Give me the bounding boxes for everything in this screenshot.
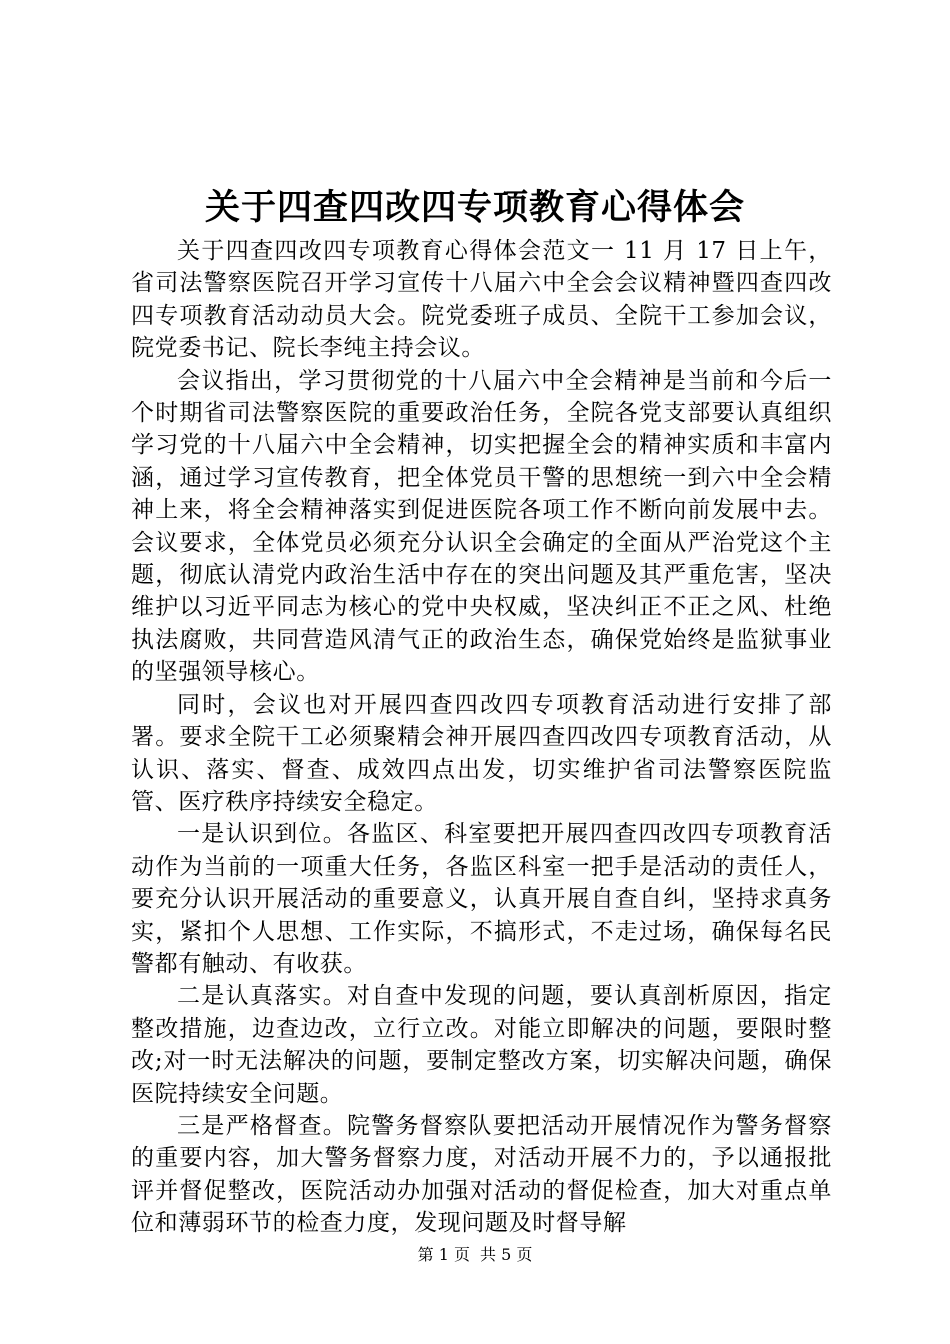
page-total: 共 5 页 — [480, 1245, 533, 1264]
paragraph-meeting-points: 会议指出，学习贯彻党的十八届六中全会精神是当前和今后一个时期省司法警察医院的重要政治任务，全院各党支部要认真组织学习党的十八届六中全会精神，切实把握全会的精神实质和丰富内涵，通过学习宣传教育，把全体党员干警的思想统一到六中全会精神上来，将全会精神落实到促进医院各项工作不断向前发展中去。会议要求，全体党员必须充分认识全会确定的全面从严治党这个主题，彻底认清党内政治生活中存在的突出问题及其严重危害，坚决维护以习近平同志为核心的党中央权威，坚决纠正不正之风、杜绝执法腐败，共同营造风清气正的政治生态，确保党始终是监狱事业的坚强领导核心。 — [131, 367, 832, 686]
paragraph-point-one: 一是认识到位。各监区、科室要把开展四查四改四专项教育活动作为当前的一项重大任务，各监区科室一把手是活动的责任人，要充分认识开展活动的重要意义，认真开展自查自纠，坚持求真务实，紧扣个人思想、工作实际，不搞形式，不走过场，确保每名民警都有触动、有收获。 — [131, 821, 832, 977]
page-number: 第 1 页 — [417, 1245, 470, 1264]
page-footer — [0, 1243, 950, 1267]
paragraph-point-three: 三是严格督查。院警务督察队要把活动开展情况作为警务督察的重要内容，加大警务督察力度，对活动开展不力的，予以通报批评并督促整改，医院活动办加强对活动的督促检查，加大对重点单位和薄弱环节的检查力度，发现问题及时督导解 — [131, 1112, 832, 1237]
document-title: 关于四查四改四专项教育心得体会 — [204, 187, 745, 228]
paragraph-intro: 关于四查四改四专项教育心得体会范文一 11 月 17 日上午，省司法警察医院召开学习宣传十八届六中全会会议精神暨四查四改四专项教育活动动员大会。院党委班子成员、全院干工参加会议，院党委书记、院长李纯主持会议。 — [131, 238, 832, 362]
paragraph-point-two: 二是认真落实。对自查中发现的问题，要认真剖析原因，指定整改措施，边查边改，立行立改。对能立即解决的问题，要限时整改;对一时无法解决的问题，要制定整改方案，切实解决问题，确保医院持续安全问题。 — [131, 983, 832, 1107]
paragraph-deployment: 同时，会议也对开展四查四改四专项教育活动进行安排了部署。要求全院干工必须聚精会神开展四查四改四专项教育活动，从认识、落实、督查、成效四点出发，切实维护省司法警察医院监管、医疗秩序持续安全稳定。 — [131, 691, 832, 815]
document-body — [131, 235, 832, 1240]
